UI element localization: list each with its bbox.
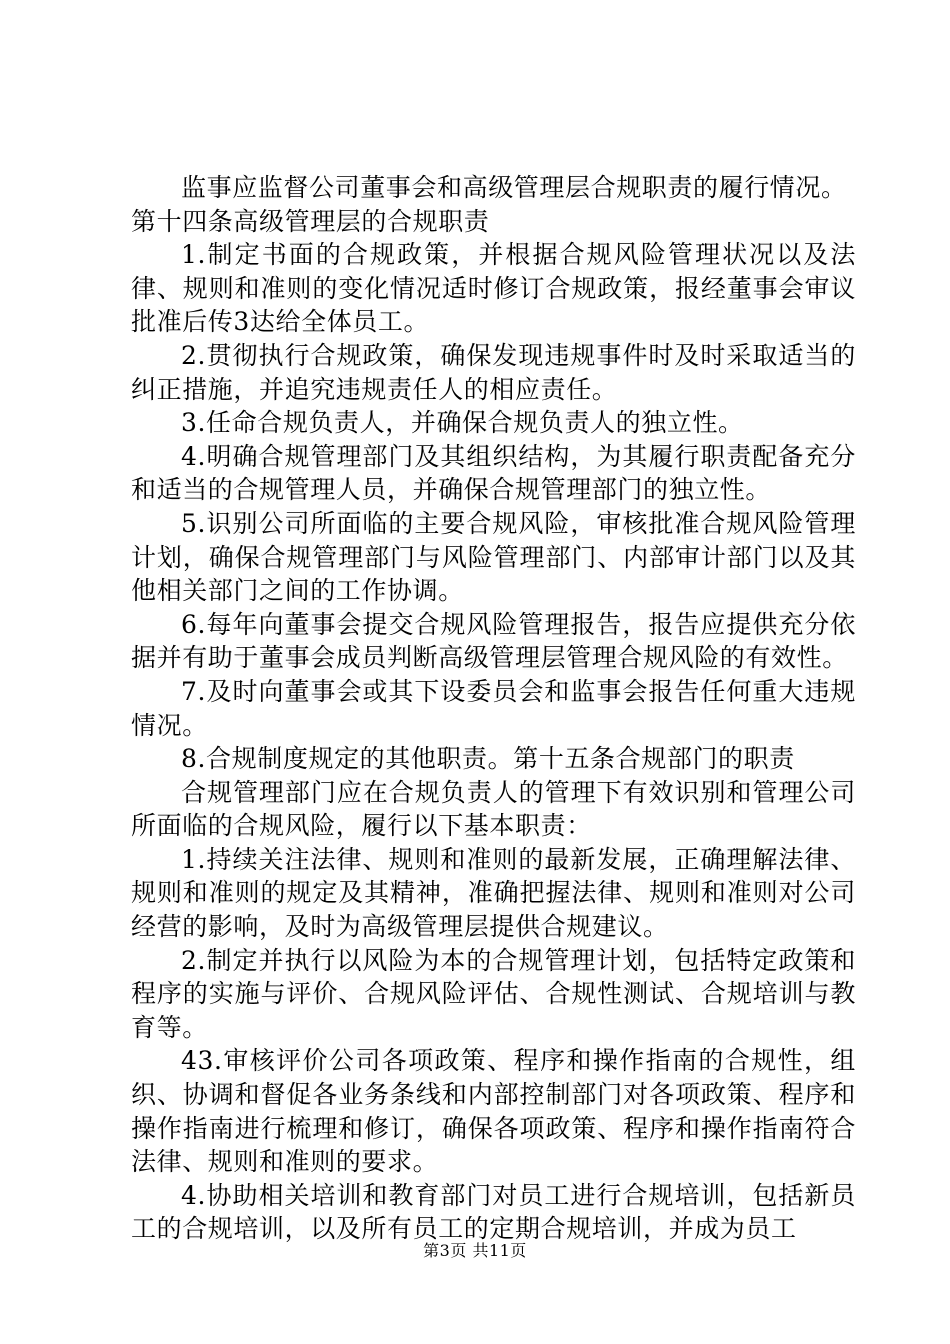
body-paragraph: 监事应监督公司董事会和高级管理层合规职责的履行情况。 (181, 173, 847, 202)
page-number-footer: 第3页 共11页 (423, 1241, 527, 1260)
document-body (131, 171, 856, 1246)
list-item: 6.每年向董事会提交合规风险管理报告，报告应提供充分依据并有助于董事会成员判断高级管理层管理合规风险的有效性。 (131, 609, 856, 673)
list-item: 2.制定并执行以风险为本的合规管理计划，包括特定政策和程序的实施与评价、合规风险评估、合规性测试、合规培训与教育等。 (131, 945, 856, 1042)
list-item: 7.及时向董事会或其下设委员会和监事会报告任何重大违规情况。 (131, 676, 856, 740)
list-item: 1.持续关注法律、规则和准则的最新发展，正确理解法律、规则和准则的规定及其精神，准确把握法律、规则和准则对公司经营的影响，及时为高级管理层提供合规建议。 (131, 844, 856, 942)
list-item: 5.识别公司所面临的主要合规风险，审核批准合规风险管理计划，确保合规管理部门与风险管理部门、内部审计部门以及其他相关部门之间的工作协调。 (131, 508, 856, 606)
list-item: 3.任命合规负责人，并确保合规负责人的独立性。 (181, 408, 744, 438)
body-paragraph: 合规管理部门应在合规负责人的管理下有效识别和管理公司所面临的合规风险，履行以下基本职责： (131, 777, 856, 841)
list-item: 2.贯彻执行合规政策，确保发现违规事件时及时采取适当的纠正措施，并追究违规责任人的相应责任。 (131, 340, 856, 404)
list-item: 1.制定书面的合规政策，并根据合规风险管理状况以及法律、规则和准则的变化情况适时修订合规政策，报经董事会审议批准后传3达给全体员工。 (131, 240, 856, 337)
section-heading: 第十四条高级管理层的合规职责 (131, 206, 490, 236)
list-item: 43.审核评价公司各项政策、程序和操作指南的合规性，组织、协调和督促各业务条线和内部控制部门对各项政策、程序和操作指南进行梳理和修订，确保各项政策、程序和操作指南符合法律、规则和准则的要求。 (131, 1046, 856, 1177)
list-item: 4.明确合规管理部门及其组织结构，为其履行职责配备充分和适当的合规管理人员，并确保合规管理部门的独立性。 (131, 441, 856, 505)
list-item: 8.合规制度规定的其他职责。第十五条合规部门的职责 (181, 744, 795, 774)
list-item: 4.协助相关培训和教育部门对员工进行合规培训，包括新员工的合规培训，以及所有员工的定期合规培训，并成为员工 (131, 1180, 856, 1244)
